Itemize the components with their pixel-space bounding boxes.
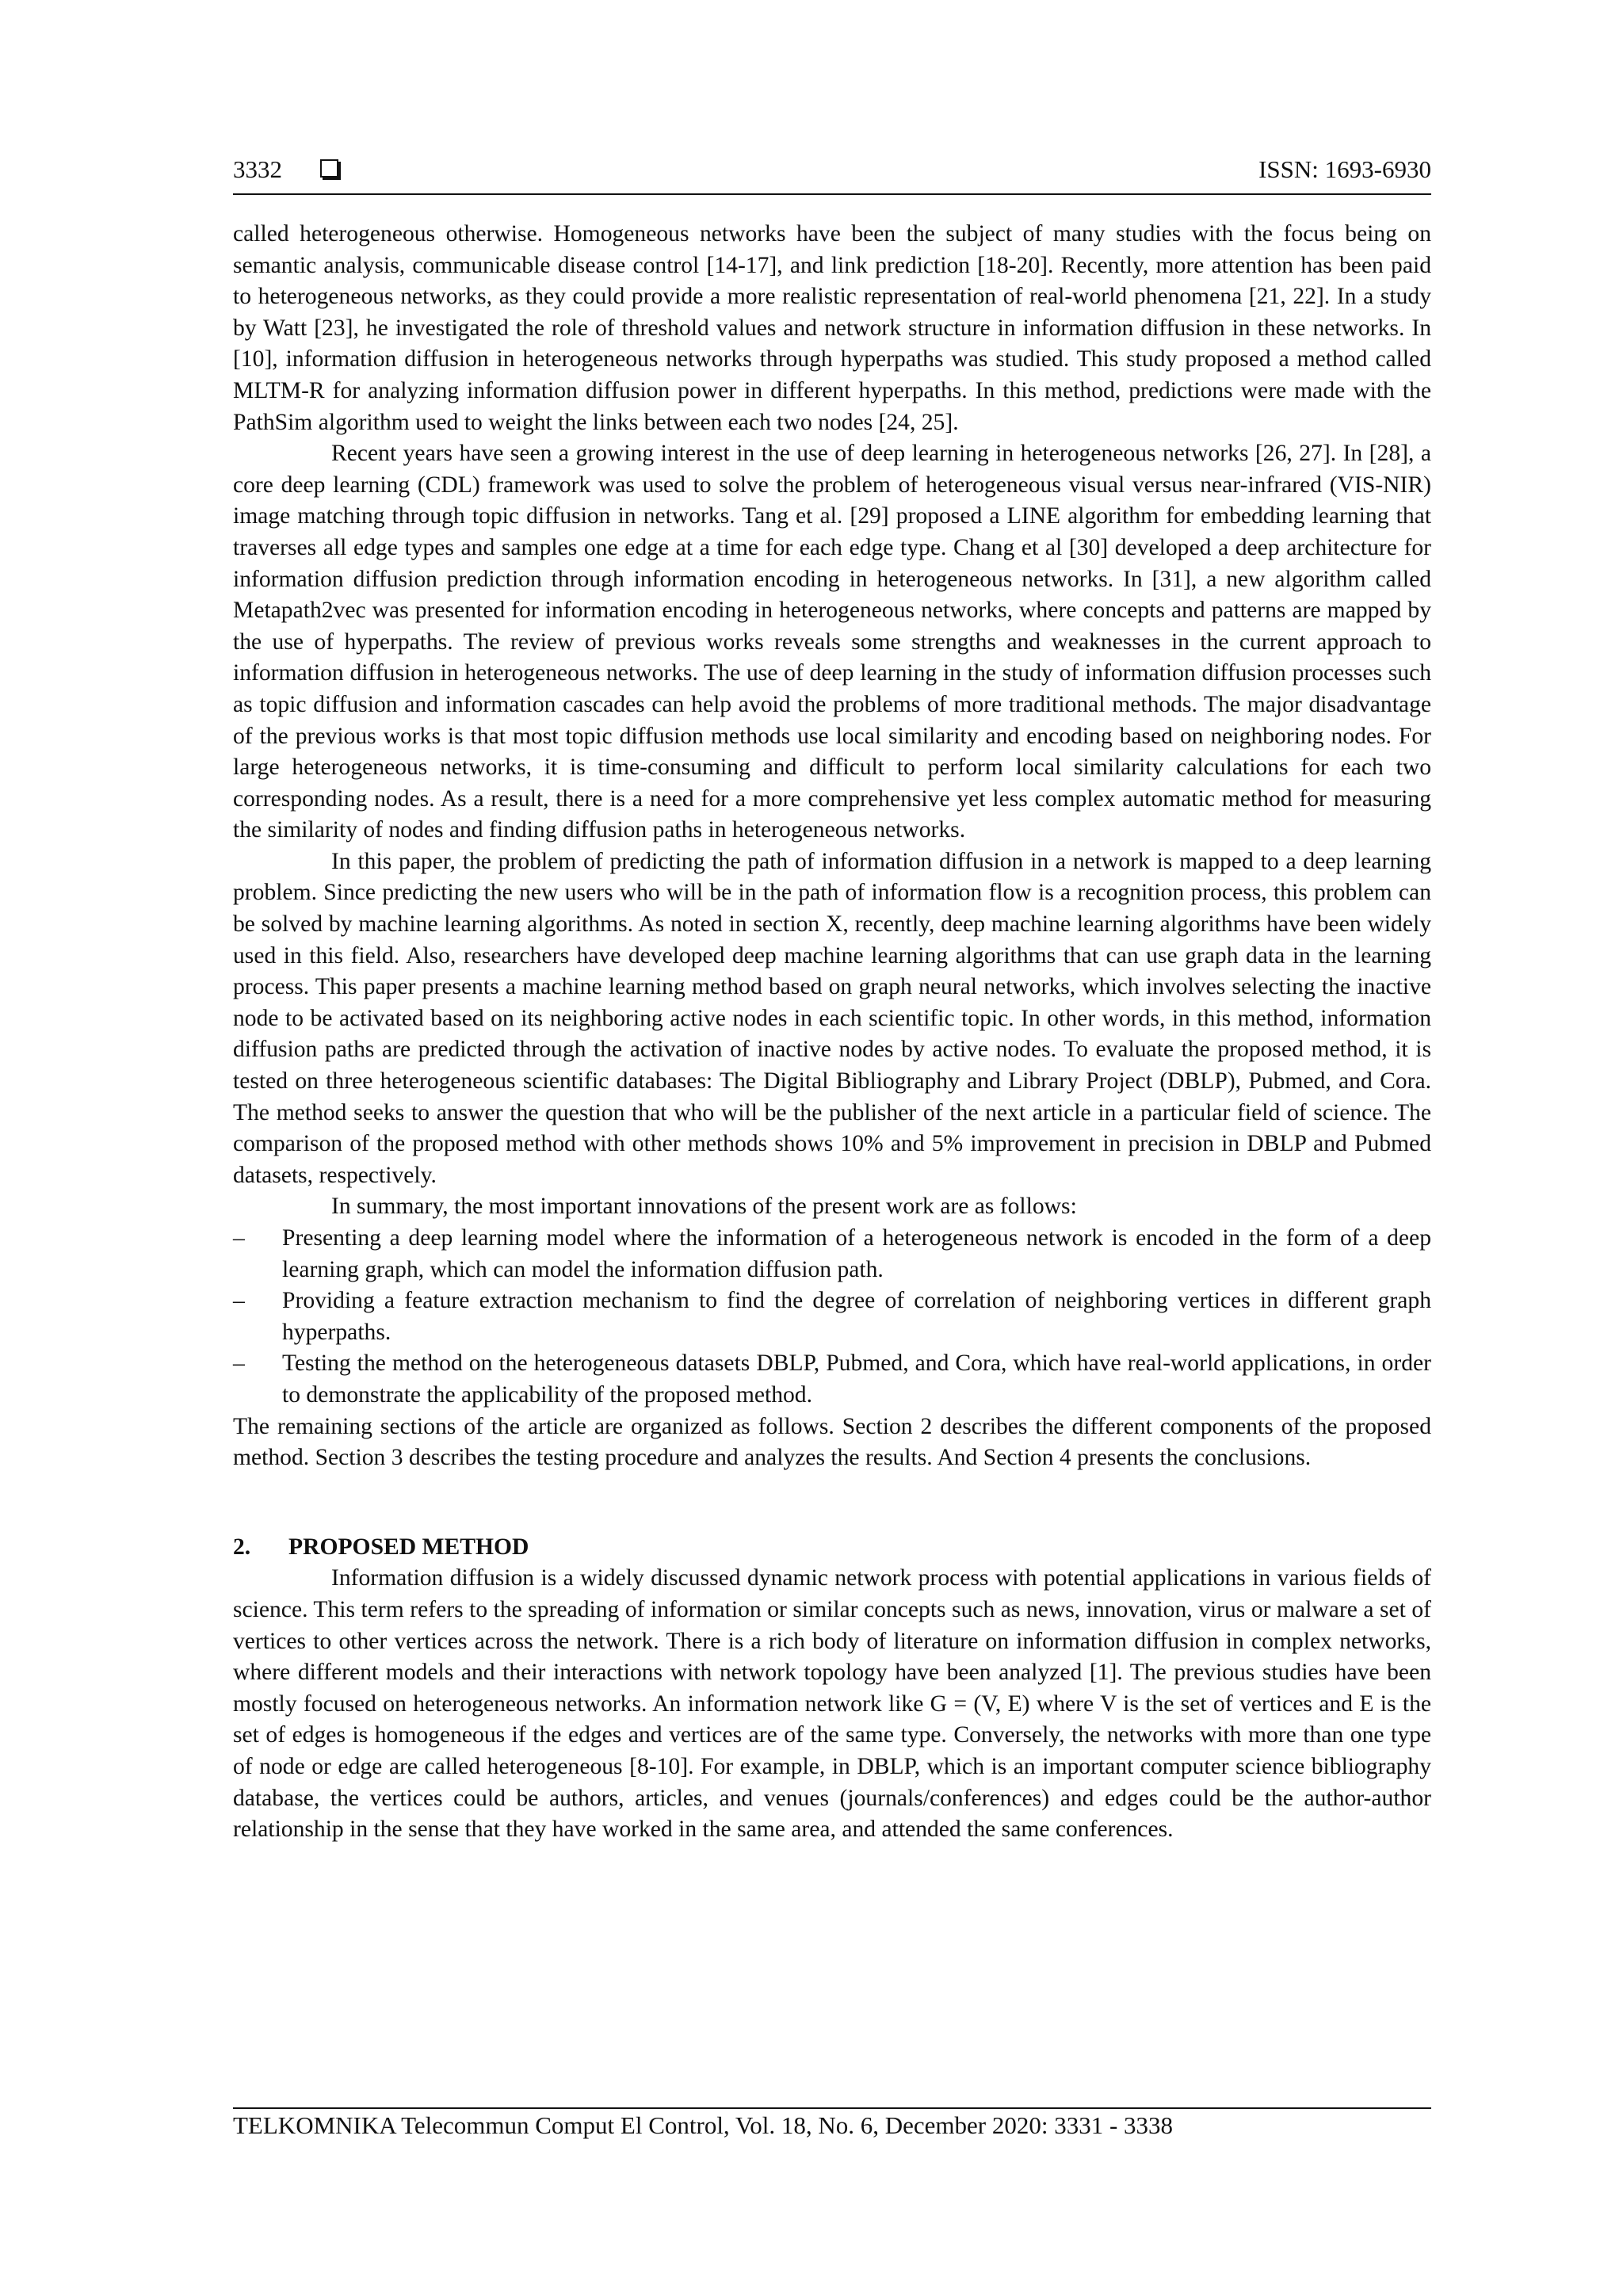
paragraph-proposed-method: Information diffusion is a widely discussed dynamic network process with potential applications in various fields of science. This term refers to the spreading of information or similar concepts such as news, innovation, virus or malware a set of vertices to other vertices across the network. There is a rich body of literature on information diffusion in complex networks, where different models and their interactions with network topology have been analyzed [1]. The previous studies have been mostly focused on heterogeneous networks. An information network like G = (V, E) where V is the set of vertices and E is the set of edges is homogeneous if the edges and vertices are of the same type. Conversely, the networks with more than one type of node or edge are called heterogeneous [8-10]. For example, in DBLP, which is an important computer science bibliography database, the vertices could be authors, articles, and venues (journals/conferences) and edges could be the author-author relationship in the sense that they have worked in the same area, and attended the same conferences. <box>233 1565 1431 1843</box>
innovations-list <box>233 1223 1431 1412</box>
header-rule <box>233 193 1431 195</box>
list-item <box>233 1348 1431 1411</box>
paragraph-summary-intro: In summary, the most important innovations of the present work are as follows: <box>331 1194 1077 1220</box>
section-number: 2. <box>233 1534 251 1560</box>
paragraph-organization: The remaining sections of the article are organized as follows. Section 2 describes the different components of the proposed method. Section 3 describes the testing procedure and analyzes the results. And Section 4 presents the conclusions. <box>233 1413 1431 1471</box>
dash-bullet: – <box>233 1225 245 1251</box>
section-title: PROPOSED METHOD <box>288 1534 529 1560</box>
dash-bullet: – <box>233 1350 245 1377</box>
list-item-text: Presenting a deep learning model where the information of a heterogeneous network is encoded in the form of a deep learning graph, which can model the information diffusion path. <box>282 1225 1431 1282</box>
article-body <box>233 219 1431 1846</box>
journal-page <box>233 0 1431 2296</box>
issn-label: ISSN: 1693-6930 <box>1258 155 1431 183</box>
paragraph-continued: called heterogeneous otherwise. Homogeneous networks have been the subject of many studies with the focus being on semantic analysis, communicable disease control [14-17], and link prediction [18-20]. Recently, more attention has been paid to heterogeneous networks, as they could provide a more realistic representation of real-world phenomena [21, 22]. In a study by Watt [23], he investigated the role of threshold values and network structure in information diffusion in these networks. In [10], information diffusion in heterogeneous networks through hyperpaths was studied. This study proposed a method called MLTM-R for analyzing information diffusion power in different hyperpaths. In this method, predictions were made with the PathSim algorithm used to weight the links between each two nodes [24, 25]. <box>233 221 1431 435</box>
page-number: 3332 <box>233 155 282 183</box>
square-box-icon <box>320 159 338 178</box>
list-item <box>233 1286 1431 1348</box>
list-item-text: Testing the method on the heterogeneous datasets DBLP, Pubmed, and Cora, which have real-world applications, in order to demonstrate the applicability of the proposed method. <box>282 1350 1431 1408</box>
page-header <box>233 155 1431 197</box>
list-item <box>233 1223 1431 1286</box>
footer-rule <box>233 2107 1431 2109</box>
paragraph-this-paper: In this paper, the problem of predicting the path of information diffusion in a network is mapped to a deep learning problem. Since predicting the new users who will be in the path of information flow is a recognition process, this problem can be solved by machine learning algorithms. As noted in section X, recently, deep machine learning algorithms have been widely used in this field. Also, researchers have developed deep machine learning algorithms that can use graph data in the learning process. This paper presents a machine learning method based on graph neural networks, which involves selecting the inactive node to be activated based on its neighboring active nodes in each scientific topic. In other words, in this method, information diffusion paths are predicted through the activation of inactive nodes by active nodes. To evaluate the proposed method, it is tested on three heterogeneous scientific databases: The Digital Bibliography and Library Project (DBLP), Pubmed, and Cora. The method seeks to answer the question that who will be the publisher of the next article in a particular field of science. The comparison of the proposed method with other methods shows 10% and 5% improvement in precision in DBLP and Pubmed datasets, respectively. <box>233 848 1431 1188</box>
page-footer: TELKOMNIKA Telecommun Comput El Control, Vol. 18, No. 6, December 2020: 3331 - 3338 <box>233 2111 1174 2139</box>
dash-bullet: – <box>233 1288 245 1314</box>
paragraph-deep-learning: Recent years have seen a growing interest in the use of deep learning in heterogeneous networks [26, 27]. In [28], a core deep learning (CDL) framework was used to solve the problem of heterogeneous visual versus near-infrared (VIS-NIR) image matching through topic diffusion in networks. Tang et al. [29] proposed a LINE algorithm for embedding learning that traverses all edge types and samples one edge at a time for each edge type. Chang et al [30] developed a deep architecture for information diffusion prediction through information encoding in heterogeneous networks. In [31], a new algorithm called Metapath2vec was presented for information encoding in heterogeneous networks, where concepts and patterns are mapped by the use of hyperpaths. The review of previous works reveals some strengths and weaknesses in the current approach to information diffusion in heterogeneous networks. The use of deep learning in the study of information diffusion processes such as topic diffusion and information cascades can help avoid the problems of more traditional methods. The major disadvantage of the previous works is that most topic diffusion methods use local similarity and encoding based on neighboring nodes. For large heterogeneous networks, it is time-consuming and difficult to perform local similarity calculations for each two corresponding nodes. As a result, there is a need for a more comprehensive yet less complex automatic method for measuring the similarity of nodes and finding diffusion paths in heterogeneous networks. <box>233 441 1431 843</box>
section-heading <box>233 1532 1431 1564</box>
list-item-text: Providing a feature extraction mechanism to find the degree of correlation of neighboring vertices in different graph hyperpaths. <box>282 1288 1431 1345</box>
